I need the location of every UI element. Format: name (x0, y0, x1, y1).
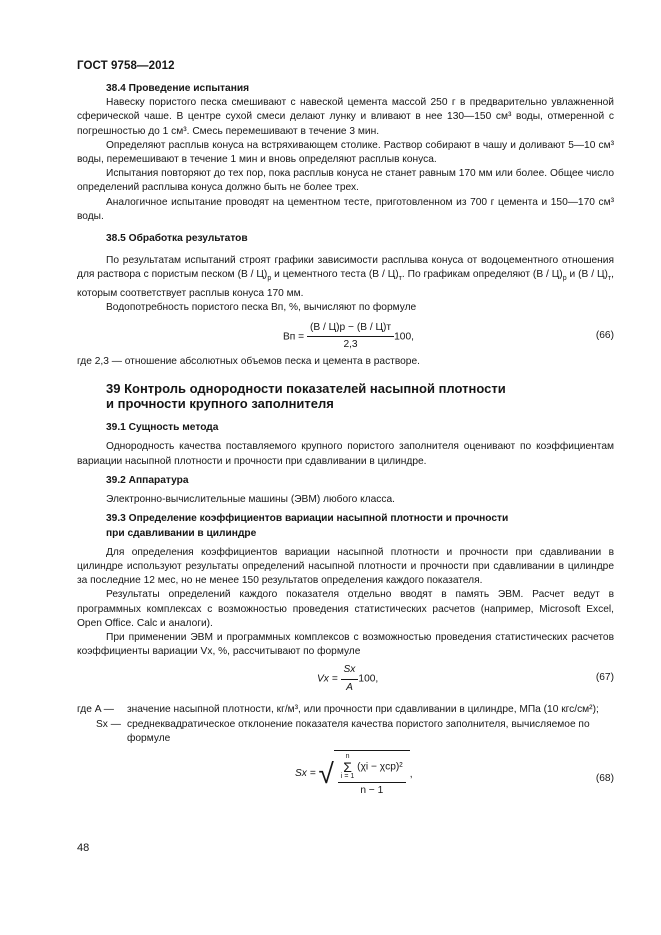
paragraph: Водопотребность пористого песка Вп, %, вычисляют по формуле (106, 301, 417, 313)
section-38-5-title: 38.5 Обработка результатов (106, 233, 248, 245)
paragraph: Навеску пористого песка смешивают с навеской цемента массой 250 г в предварительно увлажненной сферической чаше. В центре сухой смеси делают лунку и вливают в нее 130—150 см³ воды, отмеренной с погрешностью до 1 см³. Смесь перемешивают в течение 3 мин. (77, 97, 614, 137)
paragraph: Испытания повторяют до тех пор, пока расплыв конуса не станет равным 170 мм или более. Общее число определений расплыва конуса должно быть не более трех. (77, 168, 614, 194)
page-body (77, 82, 614, 816)
paragraph: При применении ЭВМ и программных комплексов с возможностью проведения статистических расчетов коэффициенты вариации Vx, %, рассчитывают по формуле (77, 631, 614, 658)
section-39-2-title: 39.2 Аппаратура (106, 474, 189, 486)
formula-number: (67) (595, 672, 614, 684)
paragraph: Электронно-вычислительные машины (ЭВМ) любого класса. (106, 494, 395, 506)
section-39-1-title: 39.1 Сущность метода (106, 422, 219, 434)
standard-header: ГОСТ 9758—2012 (77, 60, 175, 72)
paragraph: Для определения коэффициентов вариации насыпной плотности и прочности при сдавливании в цилиндре используют результаты определений насыпной плотности и прочности при сдавливании в цилиндре за последние 12 мес, но не менее 150 результатов определения каждого показателя. (77, 546, 614, 587)
paragraph: Однородность качества поставляемого крупного пористого заполнителя оценивают по коэффициентам вариации насыпной плотности и прочности при сдавливании в цилиндре. (77, 441, 614, 467)
where-clause: где 2,3 — отношение абсолютных объемов песка и цемента в растворе. (77, 356, 420, 368)
definition-Sx: Sx — среднеквадратическое отклонение показателя качества пористого заполнителя, вычисляемое по формуле (96, 718, 590, 744)
section-38-4-title: 38.4 Проведение испытания (106, 83, 250, 94)
paragraph: Аналогичное испытание проводят на цементном тесте, приготовленном из 700 г цемента и 150—170 см³ воды. (77, 196, 614, 222)
paragraph: Определяют расплыв конуса на встряхивающем столике. Раствор собирают в чашу и доливают 5—10 см³ воды, перемешивают в течение 1 мин и вновь определяют расплыв конуса. (77, 139, 614, 166)
formula-66: Вп = $\frac{(В / Ц)р - (В / Ц)т}{2,3}$ 100, (66) (283, 322, 614, 351)
formula-number: (66) (595, 330, 614, 342)
paragraph: Результаты определений каждого показателя отдельно вводят в память ЭВМ. Расчет ведут в программных комплексах с возможностью проведения статистических расчетов (например, Microsoft Excel, Open Office. Calc и аналоги). (77, 589, 614, 629)
formula-number: (68) (595, 772, 614, 784)
formula-68: Sx = √ n Σ i = 1 (χi − χср)² n − 1 , (68) (77, 746, 614, 816)
section-39-3-title: 39.3 Определение коэффициентов вариации насыпной плотности и прочности при сдавливании в цилиндре (106, 513, 509, 539)
formula-67: Vx = $\frac{Sx}{A}$ 100, (67) (317, 664, 614, 693)
definition-A: где A — значение насыпной плотности, кг/м³, или прочности при сдавливании в цилиндре, МПа (10 кгс/см²); (77, 704, 599, 716)
paragraph: По результатам испытаний строят графики зависимости расплыва конуса от водоцементного отношения для раствора с пористым песком $(В / Ц)_р$ и цементного теста $(В / Ц)_т$. По графикам определяют $(В / Ц)_р$ и $(В / Ц)_т$, которым соответствует расплыв конуса 170 мм. (77, 255, 614, 299)
section-39-title: 39 Контроль однородности показателей насыпной плотности и прочности крупного заполнителя (106, 381, 506, 412)
page-number: 48 (77, 842, 90, 854)
